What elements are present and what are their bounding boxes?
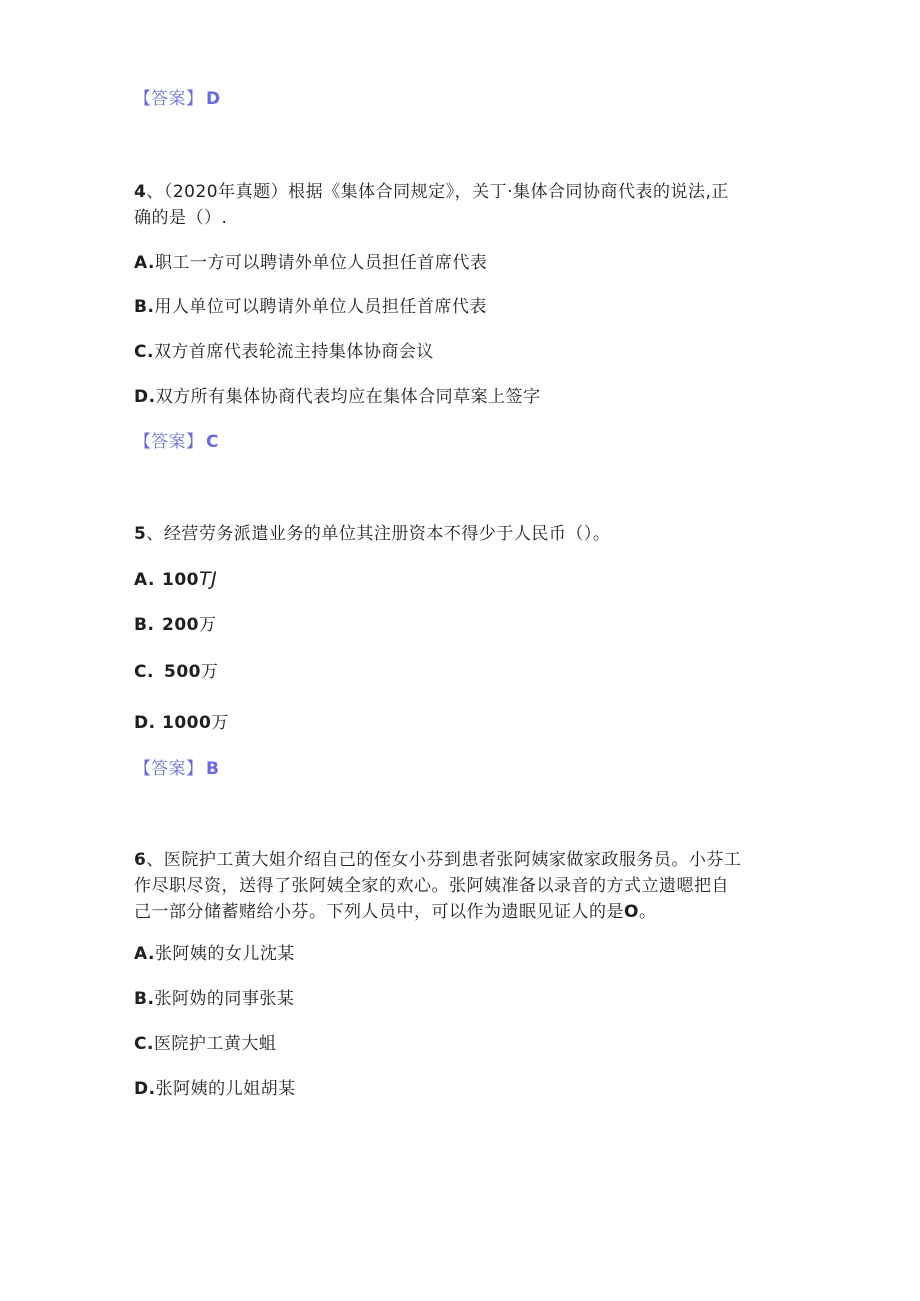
question-text: 己一部分储蓄赌给小芬。下列人员中，可以作为遗眠见证人的是 <box>134 902 624 922</box>
question-text: 、医院护工黄大姐介绍自己的侄女小芬到患者张阿姨家做家政服务员。小芬工 <box>146 850 742 870</box>
question-6-option-a <box>134 941 295 967</box>
option-text: 用人单位可以聘请外单位人员担任首席代表 <box>154 297 487 317</box>
answer-value: D <box>206 89 221 109</box>
option-text: 医院护工黄大蛆 <box>153 1034 277 1054</box>
option-key: B. <box>134 989 155 1009</box>
question-number: 5 <box>134 524 147 544</box>
question-6-stem-line1 <box>134 847 741 873</box>
option-text: 双方所有集体协商代表均应在集体合同草案上签字 <box>155 387 541 407</box>
option-text: 职工一方可以聘请外单位人员担任首席代表 <box>154 253 488 273</box>
option-number: 200 <box>162 615 199 635</box>
option-key: D. <box>134 387 156 407</box>
question-4-option-c <box>134 339 434 365</box>
option-unit: 万 <box>199 615 217 635</box>
question-4-option-b <box>134 294 487 320</box>
option-key: A. <box>134 944 155 964</box>
answer-bracket-open: 【 <box>134 432 151 452</box>
option-key: D. <box>134 713 156 733</box>
option-key: D. <box>134 1079 156 1099</box>
option-text: 双方首席代表轮流主持集体协商会议 <box>153 342 434 362</box>
question-6-stem-line3 <box>134 899 656 925</box>
question-text-end: 。 <box>638 902 657 922</box>
answer-q4 <box>134 429 219 455</box>
option-number: 500 <box>164 662 201 682</box>
answer-bracket-close: 】 <box>186 432 203 452</box>
answer-bracket-open: 【 <box>134 89 151 109</box>
question-6-option-b <box>134 986 294 1012</box>
question-text: 作尽职尽资，送得了张阿姨全家的欢心。张阿姨准备以录音的方式立遗嗯把自 <box>134 876 729 896</box>
answer-label: 答案 <box>151 759 186 779</box>
question-text: 、经营劳务派遣业务的单位其注册资本不得少于人民币（）。 <box>146 524 611 544</box>
option-key: B. <box>134 615 155 635</box>
option-text: 张阿姨的女儿沈某 <box>154 944 295 964</box>
option-key: A. <box>134 253 155 273</box>
question-blank-marker: O <box>624 902 639 922</box>
option-text: 张阿妫的同事张某 <box>154 989 295 1009</box>
question-text: 、（2020年真题）根据《集体合同规定》，关丁·集体合同协商代表的说法,正 <box>146 182 729 202</box>
option-key: A. <box>134 570 155 590</box>
question-4-option-a <box>134 250 487 276</box>
question-4-option-d <box>134 384 541 410</box>
question-5-stem <box>134 521 610 547</box>
option-number: 1000 <box>162 713 212 733</box>
answer-q3 <box>134 86 221 112</box>
answer-value: C <box>206 432 219 452</box>
answer-label: 答案 <box>151 432 186 452</box>
answer-label: 答案 <box>151 89 186 109</box>
question-6-option-d <box>134 1076 296 1102</box>
question-6-stem-line2 <box>134 873 729 899</box>
answer-bracket-open: 【 <box>134 759 151 779</box>
answer-bracket-close: 】 <box>186 89 203 109</box>
question-5-option-a <box>134 566 217 593</box>
option-number: 100 <box>162 570 199 590</box>
option-unit: 万 <box>211 713 229 733</box>
option-key: C. <box>134 1034 154 1054</box>
option-unit: TJ <box>199 568 218 590</box>
question-5-option-d <box>134 710 229 736</box>
answer-value: B <box>206 759 220 779</box>
option-key: B. <box>134 297 155 317</box>
question-number: 4 <box>134 182 147 202</box>
question-6-option-c <box>134 1031 276 1057</box>
question-5-option-c <box>134 659 219 685</box>
option-text: 张阿姨的儿姐胡某 <box>155 1079 296 1099</box>
option-key: C. <box>134 342 154 362</box>
option-key: C. <box>134 662 154 682</box>
question-4-stem-line1 <box>134 179 729 205</box>
answer-q5 <box>134 756 219 782</box>
question-4-stem-line2 <box>134 205 227 231</box>
answer-bracket-close: 】 <box>186 759 203 779</box>
option-unit: 万 <box>201 662 219 682</box>
question-number: 6 <box>134 850 147 870</box>
question-text: 确的是（）. <box>134 208 228 228</box>
question-5-option-b <box>134 612 217 638</box>
